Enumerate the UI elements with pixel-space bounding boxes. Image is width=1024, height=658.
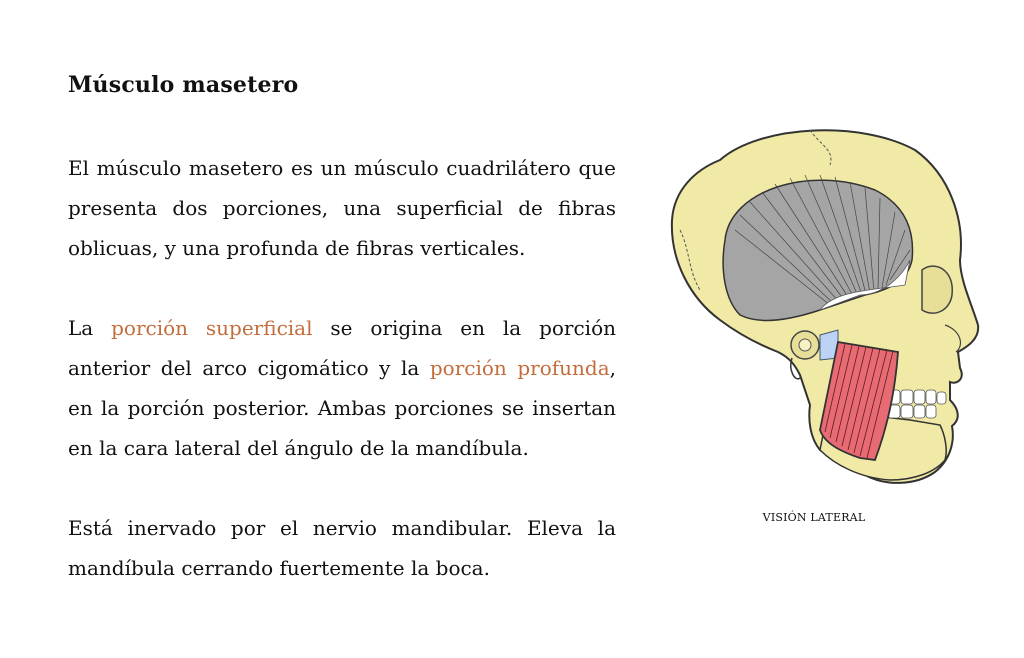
text-segment: La xyxy=(68,316,112,340)
highlight-superficial-portion: porción superficial xyxy=(111,316,313,340)
skull-lateral-view-image xyxy=(660,120,980,490)
figure-caption: VISIÓN LATERAL xyxy=(762,511,866,524)
text-segment: se origina en la porción anterior del arco cigomático y la xyxy=(68,316,616,380)
paragraph-description: El músculo masetero es un músculo cuadrilátero que presenta dos porciones, una superficial de fibras oblicuas, y una profunda de fibras verticales. xyxy=(68,156,616,260)
skull-illustration xyxy=(660,120,980,490)
page-title: Músculo masetero xyxy=(68,72,299,98)
paragraph-innervation-function: Está inervado por el nervio mandibular. Eleva la mandíbula cerrando fuertemente la boca. xyxy=(68,516,616,580)
paragraph-origin-insertion xyxy=(68,308,616,468)
skull-orbit xyxy=(922,266,952,313)
highlight-deep-portion: porción profunda xyxy=(429,356,610,380)
text-segment: , en la porción posterior. Ambas porciones se insertan en la cara lateral del ángulo de la mandíbula. xyxy=(68,356,616,460)
